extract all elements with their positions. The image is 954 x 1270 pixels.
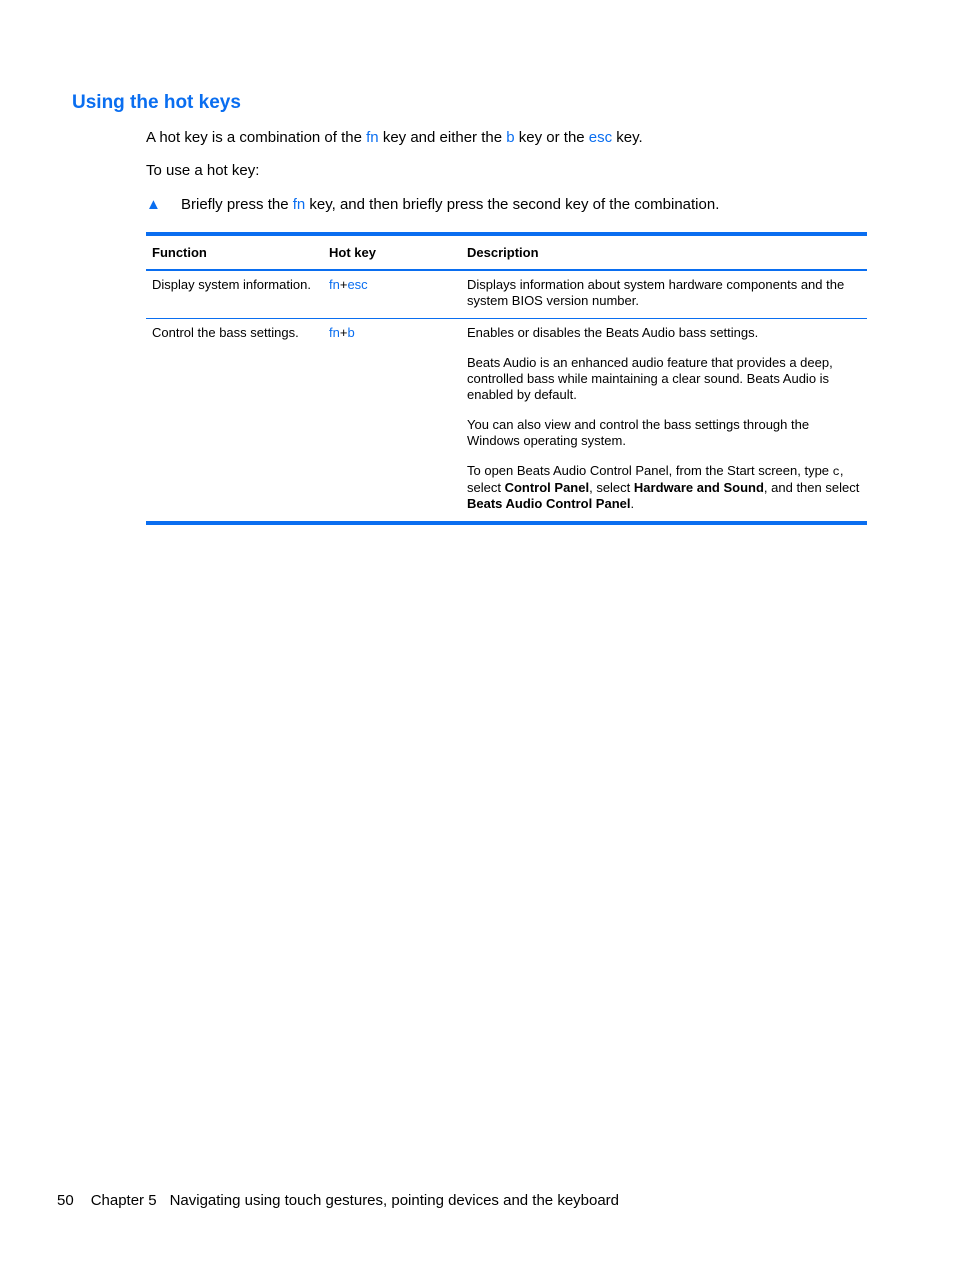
hardware-and-sound-label: Hardware and Sound [633, 480, 764, 495]
cell-function: Control the bass settings. [152, 325, 299, 340]
plus-sign: + [339, 325, 348, 340]
fn-key-label: fn [292, 196, 306, 213]
description-paragraph: Beats Audio is an enhanced audio feature that provides a deep, controlled bass while maintaining a clear sound. Beats Audio is enabled by default. [467, 355, 833, 402]
fn-key-label: fn [329, 325, 340, 340]
intro-paragraph [146, 129, 643, 147]
control-panel-label: Control Panel [504, 480, 590, 495]
step-text-part: Briefly press the [181, 196, 293, 213]
description-text: , select [589, 480, 634, 495]
b-key-label: b [506, 129, 515, 146]
cell-description [461, 319, 867, 524]
header-description: Description [467, 245, 539, 260]
chapter-title: Navigating using touch gestures, pointing devices and the keyboard [169, 1192, 620, 1209]
typed-character: c [832, 465, 840, 479]
instruction-lead: To use a hot key: [146, 162, 260, 179]
intro-text: A hot key is a combination of the [146, 129, 367, 146]
esc-key-label: esc [588, 129, 613, 146]
b-key-label: b [347, 325, 355, 340]
description-paragraph: Enables or disables the Beats Audio bass settings. [467, 325, 759, 340]
description-text: , select [467, 463, 844, 495]
intro-text: key and either the [378, 129, 507, 146]
triangle-bullet-icon: ▲ [146, 196, 161, 213]
cell-function: Display system information. [152, 277, 311, 292]
cell-hotkey [323, 319, 461, 524]
cell-hotkey [323, 270, 461, 319]
chapter-label: Chapter 5 [90, 1192, 157, 1209]
intro-text: key or the [514, 129, 589, 146]
description-text: , and then select [763, 480, 860, 495]
page-number: 50 [57, 1192, 74, 1209]
fn-key-label: fn [329, 277, 340, 292]
table-header-row [146, 234, 867, 270]
hot-keys-table [146, 232, 867, 525]
cell-description: Displays information about system hardware components and the system BIOS version number. [467, 277, 845, 308]
header-hotkey: Hot key [329, 245, 376, 260]
step-text [181, 196, 719, 214]
description-text: . [630, 496, 635, 511]
beats-audio-control-panel-label: Beats Audio Control Panel [467, 496, 631, 511]
page-footer [57, 1192, 619, 1210]
table-row [146, 319, 867, 524]
esc-key-label: esc [347, 277, 368, 292]
plus-sign: + [339, 277, 348, 292]
table-row [146, 270, 867, 319]
step-text-part: key, and then briefly press the second key of the combination. [305, 196, 720, 213]
description-paragraph [467, 463, 861, 512]
header-function: Function [152, 245, 207, 260]
intro-text: key. [612, 129, 643, 146]
description-paragraph: You can also view and control the bass settings through the Windows operating system. [467, 417, 810, 448]
section-heading: Using the hot keys [72, 92, 241, 113]
description-text: To open Beats Audio Control Panel, from the Start screen, type [467, 463, 833, 478]
fn-key-label: fn [366, 129, 379, 146]
